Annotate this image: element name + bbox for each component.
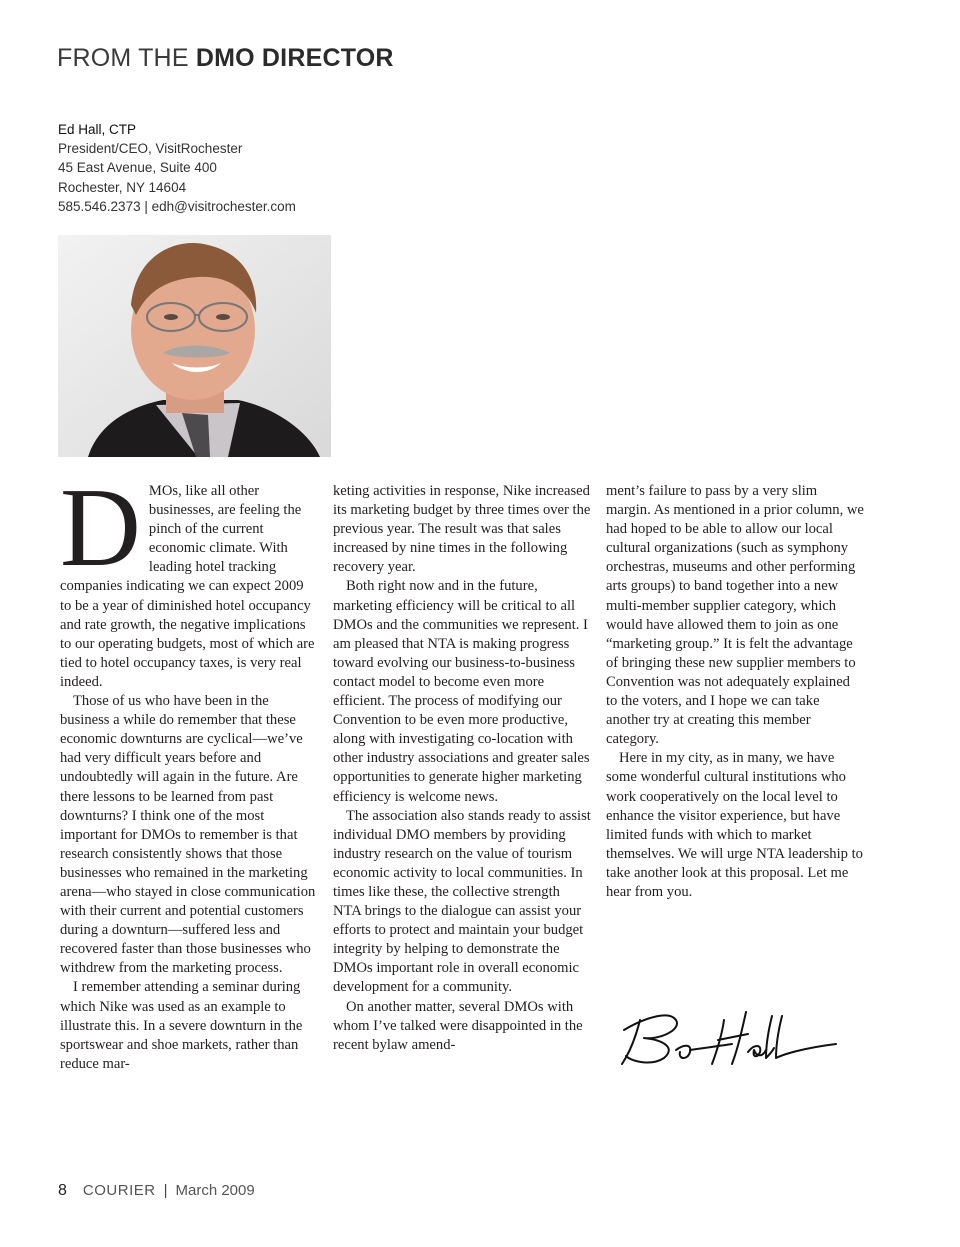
article-paragraph: keting activities in response, Nike increased its marketing budget by three times over the previous year. The result was that sales increased by nine times in the following recovery year.	[333, 483, 591, 576]
article-paragraph	[60, 466, 318, 692]
handwritten-signature	[614, 1000, 844, 1080]
issue-date: March 2009	[175, 1182, 255, 1199]
article-column-3	[606, 482, 864, 902]
page-number: 8	[58, 1182, 67, 1199]
article-paragraph: Here in my city, as in many, we have some wonderful cultural institutions who work cooperatively on the local level to enhance the visitor experience, but have limited funds with which to market themselves. We will urge NTA leadership to take another look at this proposal. Let me hear from you.	[606, 750, 863, 900]
drop-cap: D	[60, 466, 141, 590]
footer-separator: |	[163, 1182, 168, 1199]
author-name: Ed Hall, CTP	[58, 122, 137, 137]
article-column-2	[333, 482, 591, 1055]
header-prefix: FROM THE	[57, 44, 189, 72]
article-column-1	[60, 466, 318, 1074]
article-paragraph: I remember attending a seminar during which Nike was used as an example to illustrate this. In a severe downturn in the sportswear and shoe markets, rather than reduce mar-	[60, 979, 303, 1072]
address-line-2: Rochester, NY 14604	[58, 179, 187, 195]
author-photo	[58, 235, 331, 457]
article-paragraph: ment’s failure to pass by a very slim margin. As mentioned in a prior column, we had hoped to be able to allow our local cultural organizations (such as symphony orchestras, museums and other performing arts groups) to band together into a new multi-member supplier category, which would have allowed them to join as one “marketing group.” It is felt the advantage of bringing these new supplier members to Convention was not adequately explained to the voters, and I hope we can take another try at creating this member category.	[606, 483, 864, 748]
publication-name: COURIER	[82, 1182, 156, 1199]
article-paragraph: Both right now and in the future, marketing efficiency will be critical to all DMOs and the communities we represent. I am pleased that NTA is making progress toward evolving our business-to-business contact model to become even more efficient. The process of modifying our Convention to be even more productive, along with investigating co-location with other industry associations and greater sales opportunities to generate higher marketing efficiency is welcome news.	[333, 578, 590, 805]
article-paragraph: Those of us who have been in the business a while do remember that these economic downturns are cyclical—we’ve had very difficult years before and undoubtedly will again in the future. Are there lessons to be learned from past downturns? I think one of the most important for DMOs to remember is that research consistently shows that those businesses who remained in the marketing arena—who stayed in close communication with their current and potential customers during a downturn—suffered less and recovered faster than those businesses who withdrew from the marketing process.	[60, 693, 316, 977]
page-footer	[58, 1182, 255, 1200]
page-header	[57, 44, 394, 73]
contact-block	[58, 120, 296, 216]
paragraph-text: MOs, like all other businesses, are feeling the pinch of the current economic climate. With leading hotel tracking companies indicating we can expect 2009 to be a year of diminished hotel occupancy and rate growth, the negative implications to our operating budgets, most of which are tied to hotel occupancy taxes, is very real indeed.	[60, 483, 315, 690]
header-title: DMO DIRECTOR	[195, 44, 394, 72]
phone-email: 585.546.2373 | edh@visitrochester.com	[58, 198, 296, 214]
article-paragraph: On another matter, several DMOs with whom I’ve talked were disappointed in the recent bylaw amend-	[333, 998, 583, 1053]
article-paragraph: The association also stands ready to assist individual DMO members by providing industry research on the value of tourism economic activity to local communities. In times like these, the collective strength NTA brings to the dialogue can assist your efforts to protect and maintain your budget integrity by helping to demonstrate the DMOs important role in overall economic development for a community.	[333, 807, 591, 996]
author-title: President/CEO, VisitRochester	[58, 141, 243, 157]
address-line-1: 45 East Avenue, Suite 400	[58, 160, 217, 176]
